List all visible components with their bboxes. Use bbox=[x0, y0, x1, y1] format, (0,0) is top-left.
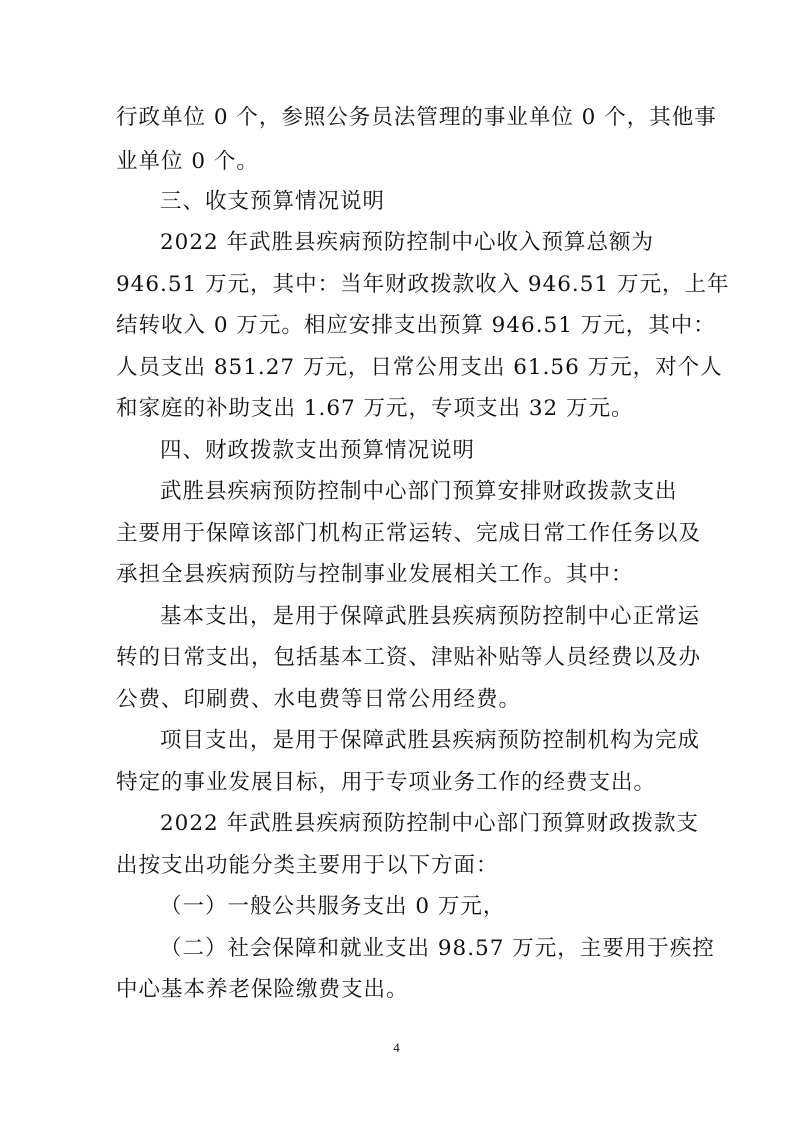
list-item: （二）社会保障和就业支出 98.57 万元，主要用于疾控 bbox=[160, 936, 715, 961]
list-item: （一）一般公共服务支出 0 万元， bbox=[160, 894, 506, 919]
body-text-line: 中心基本养老保险缴费支出。 bbox=[116, 977, 409, 1002]
body-text-line: 2022 年武胜县疾病预防控制中心部门预算财政拨款支 bbox=[160, 811, 700, 836]
body-text-line: 业单位 0 个。 bbox=[116, 149, 259, 174]
body-text-line: 公费、印刷费、水电费等日常公用经费。 bbox=[116, 687, 522, 712]
section-heading: 三、收支预算情况说明 bbox=[160, 189, 386, 214]
body-text-line: 和家庭的补助支出 1.67 万元，专项支出 32 万元。 bbox=[116, 396, 634, 421]
body-text-line: 2022 年武胜县疾病预防控制中心收入预算总额为 bbox=[160, 230, 655, 255]
body-text-line: 项目支出，是用于保障武胜县疾病预防控制机构为完成 bbox=[160, 728, 701, 753]
body-text-line: 承担全县疾病预防与控制事业发展相关工作。其中： bbox=[116, 562, 634, 587]
body-text-line: 结转收入 0 万元。相应安排支出预算 946.51 万元，其中： bbox=[116, 313, 716, 338]
body-text-line: 特定的事业发展目标，用于专项业务工作的经费支出。 bbox=[116, 770, 657, 795]
body-text-line: 基本支出，是用于保障武胜县疾病预防控制中心正常运 bbox=[160, 604, 701, 629]
body-text-line: 行政单位 0 个，参照公务员法管理的事业单位 0 个，其他事 bbox=[116, 105, 717, 130]
body-text-line: 武胜县疾病预防控制中心部门预算安排财政拨款支出 bbox=[160, 479, 678, 504]
body-text-line: 转的日常支出，包括基本工资、津贴补贴等人员经费以及办 bbox=[116, 645, 702, 670]
body-text-line: 人员支出 851.27 万元，日常公用支出 61.56 万元，对个人 bbox=[116, 355, 723, 380]
page-number: 4 bbox=[393, 1040, 400, 1055]
body-text-line: 主要用于保障该部门机构正常运转、完成日常工作任务以及 bbox=[116, 521, 702, 546]
body-text-line: 出按支出功能分类主要用于以下方面： bbox=[116, 853, 499, 878]
body-text-line: 946.51 万元，其中：当年财政拨款收入 946.51 万元，上年 bbox=[116, 272, 730, 297]
section-heading: 四、财政拨款支出预算情况说明 bbox=[160, 438, 476, 463]
